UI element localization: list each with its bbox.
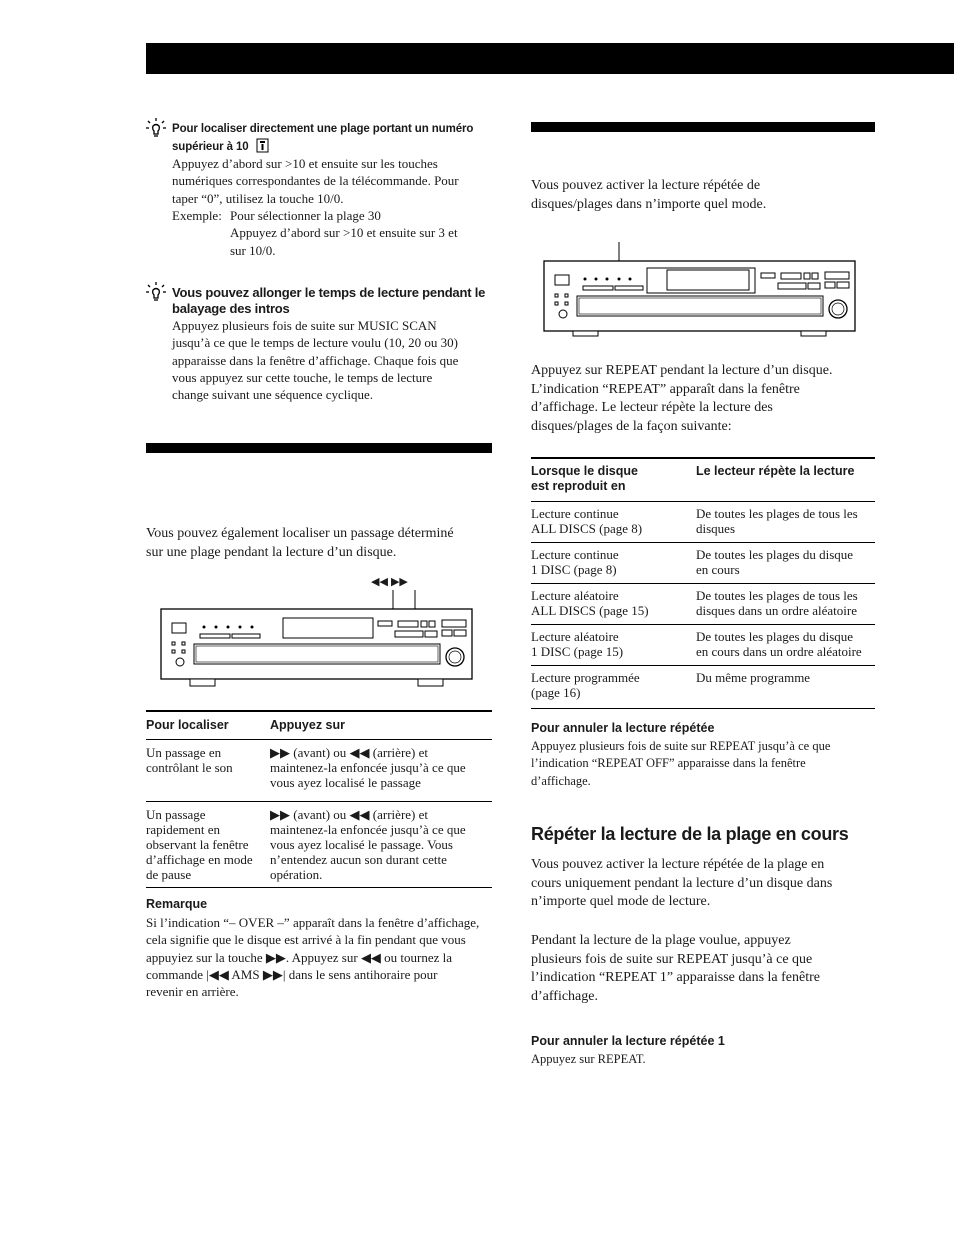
table-header-row	[531, 458, 875, 502]
tip2-title: Vous pouvez allonger le temps de lecture pendant le balayage des intros	[172, 285, 486, 316]
locate-table	[146, 710, 492, 888]
table-cell: Lecture continue 1 DISC (page 8)	[531, 547, 619, 577]
note-body: Si l’indication “– OVER –” apparaît dans la fenêtre d’affichage, cela signifie que le disque est arrivé à la fin pendant que vous appuyiez sur la touche ▶▶. Appuyez sur ◀◀ ou tournez la commande |◀◀ AMS ▶▶| dans le sens antihoraire pour revenir en arrière.	[146, 915, 480, 1000]
table-cell: Lecture programmée (page 16)	[531, 670, 640, 700]
repeat-table	[531, 457, 875, 709]
table-row	[531, 543, 875, 584]
table-cell: De toutes les plages du disque en cours	[696, 547, 854, 577]
table-header: Appuyez sur	[270, 718, 346, 732]
page-header-bar	[146, 43, 954, 74]
right-intro: Vous pouvez activer la lecture répétée de disques/plages dans n’importe quel mode.	[531, 178, 767, 212]
section-title: Répéter la lecture de la plage en cours	[531, 824, 849, 844]
section-rule	[531, 122, 875, 132]
table-row	[146, 740, 492, 802]
note-title: Remarque	[146, 897, 208, 911]
right-para2: Vous pouvez activer la lecture répétée de la plage en cours uniquement pendant la lecture d’un disque dans n’importe quel mode de lecture.	[531, 857, 833, 910]
right-para3: Pendant la lecture de la plage voulue, appuyez plusieurs fois de suite sur REPEAT jusqu’à ce que l’indication “REPEAT 1” apparaisse dans la fenêtre d’affichage.	[531, 933, 820, 1004]
table-header: Pour localiser	[146, 718, 229, 732]
table-header: Le lecteur répète la lecture	[696, 464, 855, 478]
cancel-repeat1-title: Pour annuler la lecture répétée 1	[531, 1034, 725, 1048]
table-header-row	[146, 711, 492, 740]
cancel-repeat1-body: Appuyez sur REPEAT.	[531, 1052, 646, 1066]
tip1-example: Pour sélectionner la plage 30 Appuyez d’abord sur >10 et ensuite sur 3 et sur 10/0.	[230, 208, 458, 258]
table-cell: Lecture aléatoire 1 DISC (page 15)	[531, 629, 624, 659]
right-para1: Appuyez sur REPEAT pendant la lecture d’un disque. L’indication “REPEAT” apparaît dans la fenêtre d’affichage. Le lecteur répète la lecture des disques/plages de la façon suivante:	[531, 363, 833, 434]
tip1-example-label: Exemple:	[172, 208, 222, 223]
table-row	[146, 802, 492, 888]
tip2-body: Appuyez plusieurs fois de suite sur MUSIC SCAN jusqu’à ce que le temps de lecture voulu (10, 20 ou 30) apparaisse dans la fenêtre d’affichage. Chaque fois que vous appuyez sur cette touche, le temps de lecture change suivant une séquence cyclique.	[172, 318, 459, 403]
cancel-repeat-title: Pour annuler la lecture répétée	[531, 721, 715, 735]
remote-icon	[256, 138, 269, 153]
table-cell: Lecture aléatoire ALL DISCS (page 15)	[531, 588, 649, 618]
table-cell: De toutes les plages de tous les disques dans un ordre aléatoire	[696, 588, 858, 618]
tip1-body: Appuyez d’abord sur >10 et ensuite sur les touches numériques correspondantes de la télécommande. Pour taper “0”, utilisez la touche 10/0.	[172, 156, 459, 206]
tip-bulb-icon	[145, 117, 167, 139]
cd-player-illustration	[160, 590, 475, 690]
left-intro: Vous pouvez également localiser un passage déterminé sur une plage pendant la lecture d’un disque.	[146, 526, 454, 560]
table-row	[531, 625, 875, 666]
cd-player-illustration	[543, 242, 858, 337]
table-cell: ▶▶ (avant) ou ◀◀ (arrière) et maintenez-la enfoncée jusqu’à ce que vous ayez localisé le passage	[270, 745, 466, 790]
table-cell: ▶▶ (avant) ou ◀◀ (arrière) et maintenez-la enfoncée jusqu’à ce que vous ayez localisé le passage. Vous n’entendez aucun son durant cette opération.	[270, 807, 466, 882]
table-header: Lorsque le disque est reproduit en	[531, 464, 638, 493]
tip1-title: Pour localiser directement une plage portant un numéro supérieur à 10	[172, 123, 474, 153]
table-cell: De toutes les plages de tous les disques	[696, 506, 858, 536]
table-cell: Un passage en contrôlant le son	[146, 745, 233, 775]
figure-label-ffrew: ◀◀ ▶▶	[371, 576, 408, 588]
table-row	[531, 584, 875, 625]
table-cell: De toutes les plages du disque en cours dans un ordre aléatoire	[696, 629, 862, 659]
table-row	[531, 666, 875, 709]
table-cell: Du même programme	[696, 670, 811, 685]
tip-bulb-icon	[145, 281, 167, 303]
table-cell: Un passage rapidement en observant la fenêtre d’affichage en mode de pause	[146, 807, 253, 882]
section-rule	[146, 443, 492, 453]
table-cell: Lecture continue ALL DISCS (page 8)	[531, 506, 643, 536]
cancel-repeat-body: Appuyez plusieurs fois de suite sur REPEAT jusqu’à ce que l’indication “REPEAT OFF” apparaisse dans la fenêtre d’affichage.	[531, 739, 831, 788]
table-row	[531, 502, 875, 543]
